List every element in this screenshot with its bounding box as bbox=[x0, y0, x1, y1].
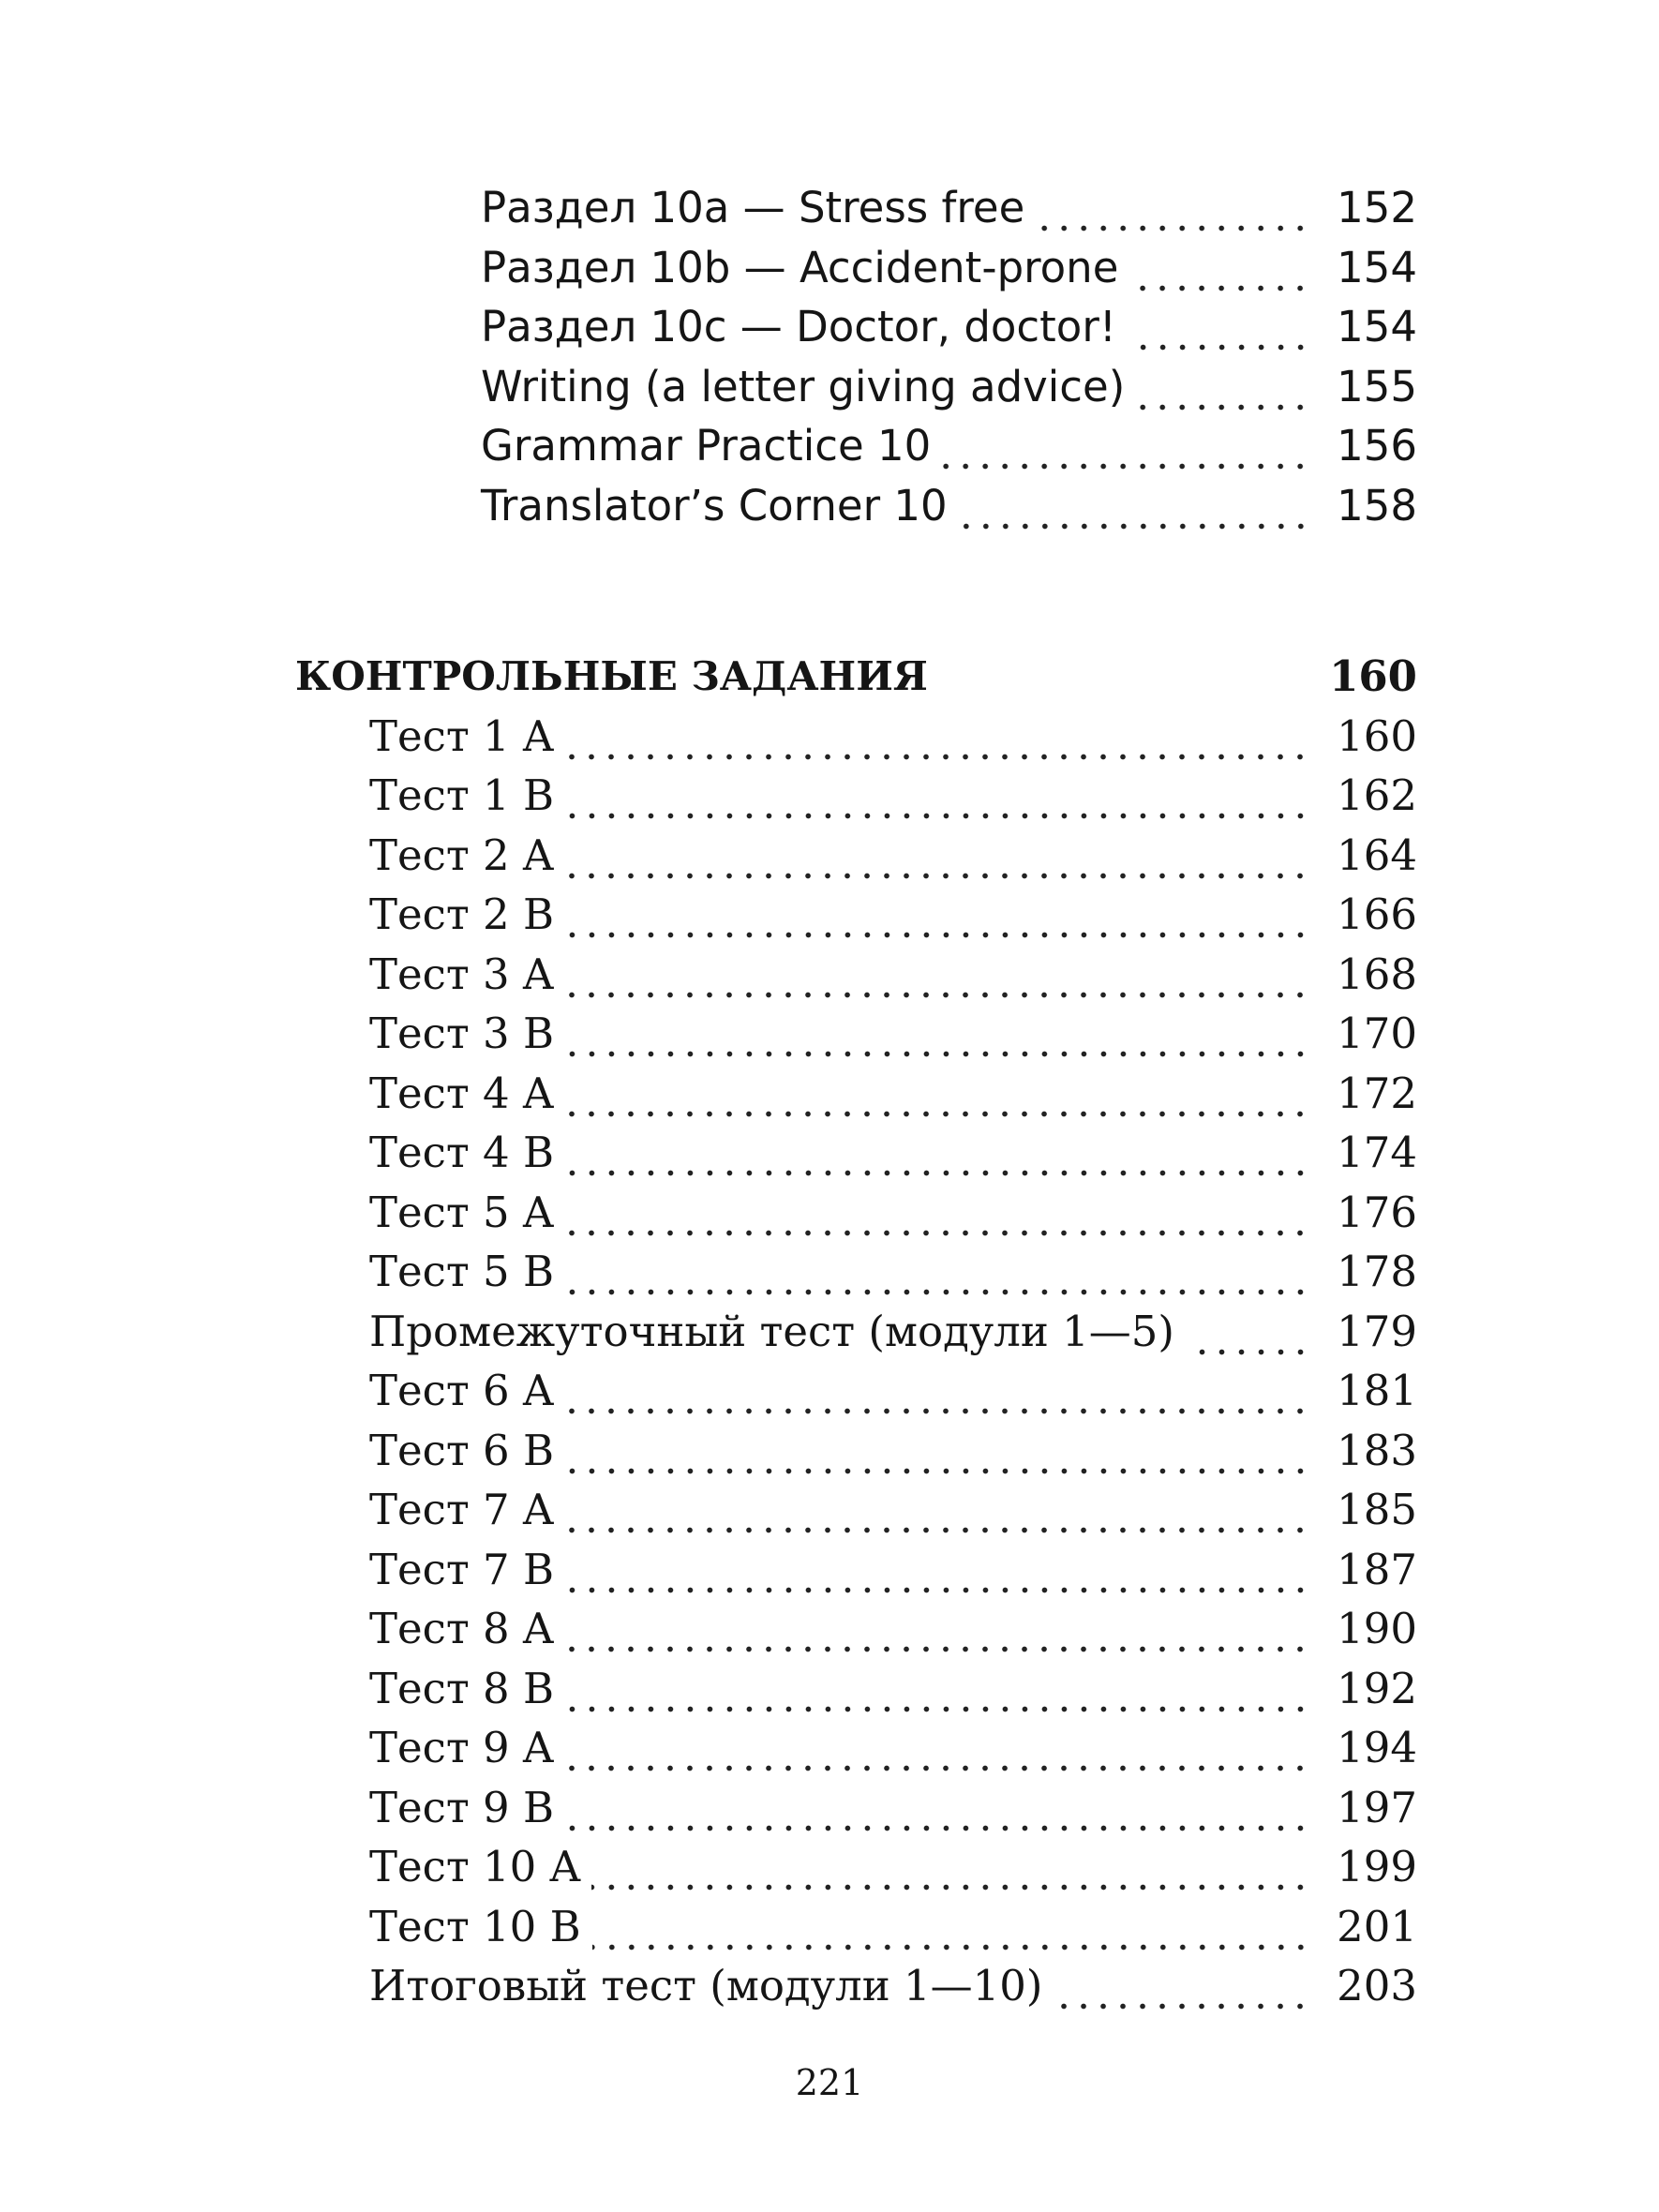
toc-entry bbox=[295, 1599, 1417, 1659]
dot-leader bbox=[564, 945, 1310, 1004]
toc-entry bbox=[481, 238, 1417, 298]
dot-leader bbox=[564, 1361, 1310, 1420]
toc-section-module-10 bbox=[481, 178, 1417, 535]
toc-entry bbox=[295, 1302, 1417, 1362]
toc-entry-page: 185 bbox=[1337, 1485, 1417, 1535]
section-heading-page: 160 bbox=[1329, 651, 1417, 702]
toc-entry-title: Тест 5 B bbox=[369, 1247, 555, 1297]
toc-entry-title: Промежуточный тест (модули 1—5) bbox=[369, 1306, 1174, 1356]
toc-entry-title: Раздел 10c — Doctor, doctor! bbox=[481, 302, 1116, 352]
toc-entry-title: Тест 9 A bbox=[369, 1723, 554, 1773]
toc-entry bbox=[481, 357, 1417, 417]
toc-entry-page: 197 bbox=[1337, 1782, 1417, 1832]
toc-entry-page: 158 bbox=[1337, 480, 1417, 531]
dot-leader bbox=[592, 1897, 1310, 1956]
toc-entry bbox=[295, 1004, 1417, 1064]
page-number: 221 bbox=[795, 2062, 864, 2103]
toc-entry-page: 194 bbox=[1337, 1723, 1417, 1773]
toc-entry-page: 201 bbox=[1337, 1901, 1417, 1951]
toc-entry bbox=[481, 476, 1417, 536]
toc-entry-page: 192 bbox=[1337, 1663, 1417, 1713]
toc-entry-title: Writing (a letter giving advice) bbox=[481, 361, 1126, 411]
dot-leader bbox=[565, 1659, 1310, 1718]
toc-entry-title: Тест 8 A bbox=[369, 1604, 554, 1654]
toc-entry-page: 154 bbox=[1337, 242, 1417, 292]
toc-entry bbox=[295, 707, 1417, 767]
toc-entry-page: 176 bbox=[1337, 1187, 1417, 1237]
toc-entry-title: Grammar Practice 10 bbox=[481, 421, 932, 471]
toc-entry-page: 168 bbox=[1337, 949, 1417, 999]
toc-entry bbox=[295, 1480, 1417, 1540]
toc-entry-page: 190 bbox=[1337, 1604, 1417, 1654]
dot-leader bbox=[564, 1718, 1310, 1777]
toc-entry bbox=[295, 766, 1417, 826]
toc-entry-page: 164 bbox=[1337, 830, 1417, 880]
toc-entry-title: Translator’s Corner 10 bbox=[481, 480, 948, 531]
toc-entry-page: 181 bbox=[1337, 1366, 1417, 1416]
toc-entry bbox=[295, 1837, 1417, 1897]
toc-entry-title: Тест 1 A bbox=[369, 710, 554, 761]
toc-entry-page: 166 bbox=[1337, 889, 1417, 940]
dot-leader bbox=[565, 1123, 1310, 1182]
toc-entry-title: Тест 3 A bbox=[369, 949, 554, 999]
toc-entry-page: 155 bbox=[1337, 361, 1417, 411]
toc-entry-page: 172 bbox=[1337, 1068, 1417, 1118]
section-heading-title: КОНТРОЛЬНЫЕ ЗАДАНИЯ bbox=[295, 653, 928, 700]
toc-entry-page: 178 bbox=[1337, 1247, 1417, 1297]
dot-leader bbox=[565, 1540, 1310, 1599]
toc-entry-title: Итоговый тест (модули 1—10) bbox=[369, 1961, 1043, 2011]
toc-entry-page: 162 bbox=[1337, 770, 1417, 821]
section-heading bbox=[295, 647, 1417, 707]
toc-entry bbox=[295, 945, 1417, 1005]
dot-leader bbox=[565, 766, 1310, 825]
toc-section-tests bbox=[295, 647, 1417, 2016]
toc-entry-title: Тест 1 B bbox=[369, 770, 555, 821]
dot-leader bbox=[591, 1837, 1310, 1896]
toc-entry bbox=[295, 826, 1417, 886]
toc-entry-title: Тест 2 B bbox=[369, 889, 555, 940]
dot-leader bbox=[564, 1183, 1310, 1242]
dot-leader bbox=[564, 707, 1310, 766]
toc-entry-page: 154 bbox=[1337, 302, 1417, 352]
dot-leader bbox=[564, 1064, 1310, 1123]
toc-entry-title: Раздел 10b — Accident-prone bbox=[481, 242, 1119, 292]
toc-entry bbox=[295, 1064, 1417, 1124]
dot-leader bbox=[565, 1242, 1310, 1301]
toc-entry bbox=[295, 1718, 1417, 1778]
toc-entry-title: Тест 7 B bbox=[369, 1544, 555, 1594]
toc-entry-page: 203 bbox=[1337, 1961, 1417, 2011]
toc-entry-title: Тест 4 B bbox=[369, 1128, 555, 1178]
toc-entry-title: Тест 6 A bbox=[369, 1366, 554, 1416]
toc-entry bbox=[295, 1956, 1417, 2016]
toc-entry-page: 179 bbox=[1337, 1306, 1417, 1356]
toc-entry bbox=[295, 885, 1417, 945]
toc-entry bbox=[295, 1540, 1417, 1600]
toc-entry bbox=[481, 178, 1417, 238]
dot-leader bbox=[1036, 178, 1310, 237]
dot-leader bbox=[564, 826, 1310, 885]
toc-entry-title: Тест 4 A bbox=[369, 1068, 554, 1118]
dot-leader bbox=[564, 1480, 1310, 1539]
toc-entry-title: Тест 2 A bbox=[369, 830, 554, 880]
toc-entry-title: Раздел 10a — Stress free bbox=[481, 183, 1025, 233]
toc-entry bbox=[295, 1183, 1417, 1243]
toc-entry-title: Тест 7 A bbox=[369, 1485, 554, 1535]
toc-entry-title: Тест 6 B bbox=[369, 1425, 555, 1475]
dot-leader bbox=[565, 1778, 1310, 1837]
dot-leader bbox=[1128, 297, 1310, 356]
dot-leader bbox=[1186, 1302, 1310, 1361]
dot-leader bbox=[565, 885, 1310, 944]
toc-entry bbox=[295, 1361, 1417, 1421]
toc-entry-page: 187 bbox=[1337, 1544, 1417, 1594]
dot-leader bbox=[565, 1421, 1310, 1480]
toc-entry bbox=[295, 1659, 1417, 1719]
toc-entry-page: 170 bbox=[1337, 1009, 1417, 1059]
dot-leader bbox=[1129, 238, 1310, 297]
toc-entry-title: Тест 9 B bbox=[369, 1782, 555, 1832]
toc-entry-title: Тест 10 A bbox=[369, 1842, 581, 1892]
toc-entry-page: 174 bbox=[1337, 1128, 1417, 1178]
toc-entry bbox=[295, 1123, 1417, 1183]
toc-entry-page: 156 bbox=[1337, 421, 1417, 471]
toc-entry-title: Тест 3 B bbox=[369, 1009, 555, 1059]
toc-entry-title: Тест 5 A bbox=[369, 1187, 554, 1237]
toc-entry bbox=[295, 1242, 1417, 1302]
toc-entry bbox=[481, 297, 1417, 357]
toc-entry-page: 160 bbox=[1337, 710, 1417, 761]
dot-leader bbox=[1054, 1956, 1310, 2015]
dot-leader bbox=[942, 416, 1310, 475]
toc-entry bbox=[295, 1421, 1417, 1481]
dot-leader bbox=[565, 1004, 1310, 1063]
dot-leader bbox=[1136, 357, 1310, 416]
toc-entry-page: 183 bbox=[1337, 1425, 1417, 1475]
toc-entry-page: 152 bbox=[1337, 183, 1417, 233]
toc-entry bbox=[295, 1778, 1417, 1838]
toc-entry-page: 199 bbox=[1337, 1842, 1417, 1892]
toc-entry bbox=[295, 1897, 1417, 1957]
toc-entry-title: Тест 10 B bbox=[369, 1901, 581, 1951]
dot-leader bbox=[564, 1599, 1310, 1658]
toc-entry-title: Тест 8 B bbox=[369, 1663, 555, 1713]
toc-entry bbox=[481, 416, 1417, 476]
dot-leader bbox=[959, 476, 1310, 535]
